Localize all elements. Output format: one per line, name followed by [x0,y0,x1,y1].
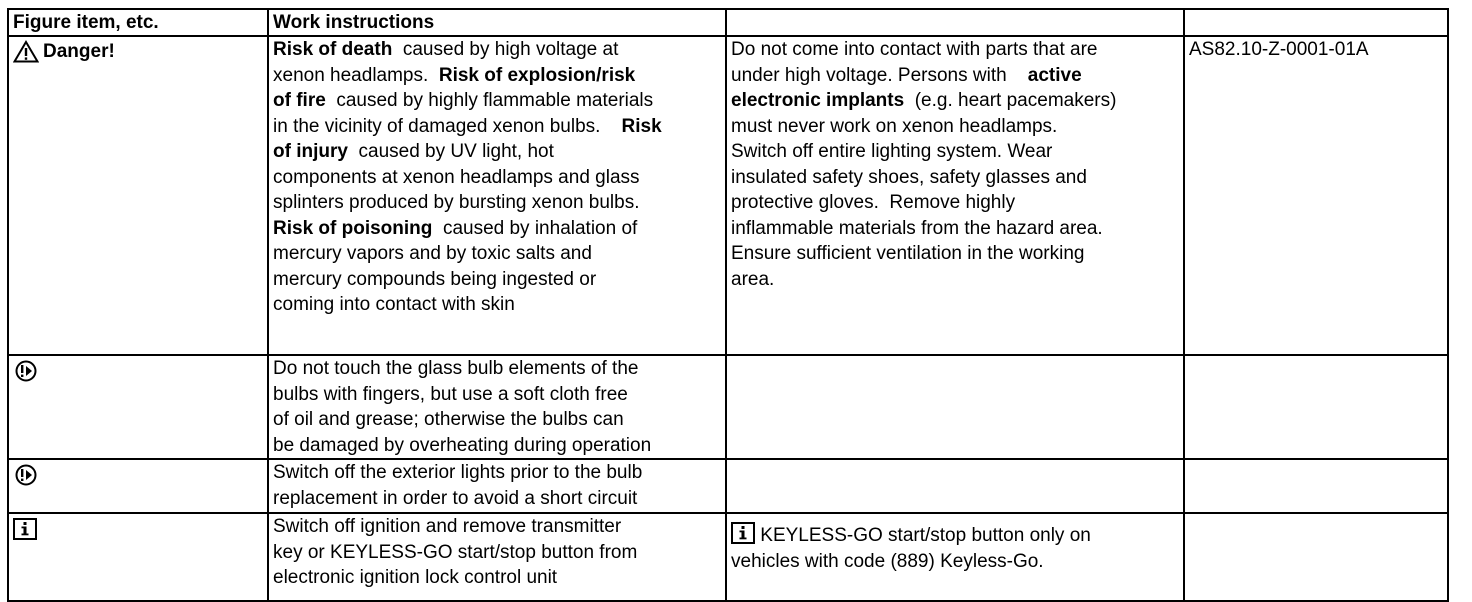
text-line [731,63,1179,89]
text-line [273,139,721,165]
text-segment: insulated safety shoes, safety glasses and [731,166,1087,188]
text-segment: vehicles with code (889) Keyless-Go. [731,551,1044,572]
text-segment: KEYLESS-GO start/stop button only on [755,525,1091,546]
instruction-cell [268,459,726,513]
remedy-cell [726,513,1184,601]
text-line [273,241,721,267]
bold-text: of injury [273,141,348,162]
text-line [731,165,1179,191]
reference-cell [1184,459,1448,513]
text-segment: caused by highly flammable materials [325,90,654,111]
bold-text: Risk of poisoning [273,217,433,239]
work-instructions-table [7,8,1449,602]
text-line [273,216,721,242]
text-line [273,486,721,512]
text-segment: in the vicinity of damaged xenon bulbs. [273,115,622,137]
text-segment: mercury compounds being ingested or [273,268,597,290]
warning-triangle-icon [13,40,39,63]
header-reference [1184,9,1448,36]
remedy-cell [726,459,1184,513]
text-line [273,267,721,293]
text-line [273,382,721,408]
instruction-cell [268,513,726,601]
figure-cell [8,355,268,459]
text-segment: (e.g. heart pacemakers) [904,90,1117,111]
text-segment: key or KEYLESS-GO start/stop button from [273,541,638,563]
text-line [731,241,1179,267]
figure-cell [8,513,268,601]
table-row [8,36,1448,355]
text-line [273,190,721,216]
text-line [731,267,1179,293]
text-line [273,407,721,433]
text-line [273,114,721,140]
text-line [273,514,721,540]
text-line [273,565,721,591]
header-figure-item: Figure item, etc. [8,9,268,36]
text-segment: of oil and grease; otherwise the bulbs can [273,409,624,430]
bold-text: Risk of death [273,39,393,60]
text-line [731,37,1179,63]
text-segment: inflammable materials from the hazard area. [731,217,1103,239]
instruction-cell [268,36,726,355]
text-line [731,522,1179,549]
table-row [8,459,1448,513]
text-segment: protective gloves. Remove highly [731,192,1016,213]
text-line [731,114,1179,140]
table-row [8,355,1448,459]
bold-text: Risk [621,115,662,137]
text-segment: Do not touch the glass bulb elements of the [273,358,639,379]
text-line [273,356,721,382]
text-segment: bulbs with fingers, but use a soft cloth free [273,383,628,405]
info-icon [731,522,755,544]
figure-cell [8,36,268,355]
header-remedy [726,9,1184,36]
text-line [731,139,1179,165]
bold-text: Risk of explosion/risk [438,64,636,86]
danger-label-group [13,39,115,65]
table-row [8,513,1448,601]
text-segment: caused by inhalation of [432,217,638,239]
text-segment: caused by high voltage at [392,39,619,60]
figure-cell [8,459,268,513]
notice-exclamation-icon [13,464,39,486]
text-segment: must never work on xenon headlamps. [731,115,1058,137]
text-line [273,88,721,114]
text-line [273,63,721,89]
reference-cell: AS82.10-Z-0001-01A [1184,36,1448,355]
text-segment: be damaged by overheating during operation [273,434,652,456]
bold-text: electronic implants [731,90,905,111]
reference-cell [1184,355,1448,459]
text-segment: coming into contact with skin [273,294,515,315]
text-line [731,549,1179,575]
text-segment: splinters produced by bursting xenon bulbs. [273,192,640,213]
text-line [273,460,721,486]
header-work-instructions: Work instructions [268,9,726,36]
text-segment: replacement in order to avoid a short circuit [273,487,638,509]
text-line [273,433,721,459]
text-line [731,216,1179,242]
text-segment: Switch off the exterior lights prior to the bulb [273,462,643,483]
bold-text: of fire [273,90,326,111]
reference-cell [1184,513,1448,601]
text-segment: Do not come into contact with parts that are [731,39,1098,60]
text-segment: components at xenon headlamps and glass [273,166,640,188]
work-instructions-sheet [7,8,1449,602]
text-line [273,165,721,191]
danger-label: Danger! [43,41,115,62]
text-segment: Ensure sufficient ventilation in the working [731,243,1085,264]
text-line [273,292,721,318]
text-segment: Switch off entire lighting system. Wear [731,141,1053,162]
text-segment: Switch off ignition and remove transmitter [273,516,622,537]
text-segment: xenon headlamps. [273,64,439,86]
text-line [731,190,1179,216]
text-line [273,37,721,63]
text-line [273,540,721,566]
text-line [731,88,1179,114]
instruction-cell [268,355,726,459]
remedy-cell [726,355,1184,459]
text-segment: area. [731,268,775,290]
table-header-row [8,9,1448,36]
bold-text: active [1027,64,1082,86]
info-icon [13,518,37,540]
text-segment: caused by UV light, hot [347,141,554,162]
notice-exclamation-icon [13,360,39,382]
text-segment: electronic ignition lock control unit [273,567,558,588]
text-segment: under high voltage. Persons with [731,64,1028,86]
text-segment: mercury vapors and by toxic salts and [273,243,592,264]
remedy-cell [726,36,1184,355]
